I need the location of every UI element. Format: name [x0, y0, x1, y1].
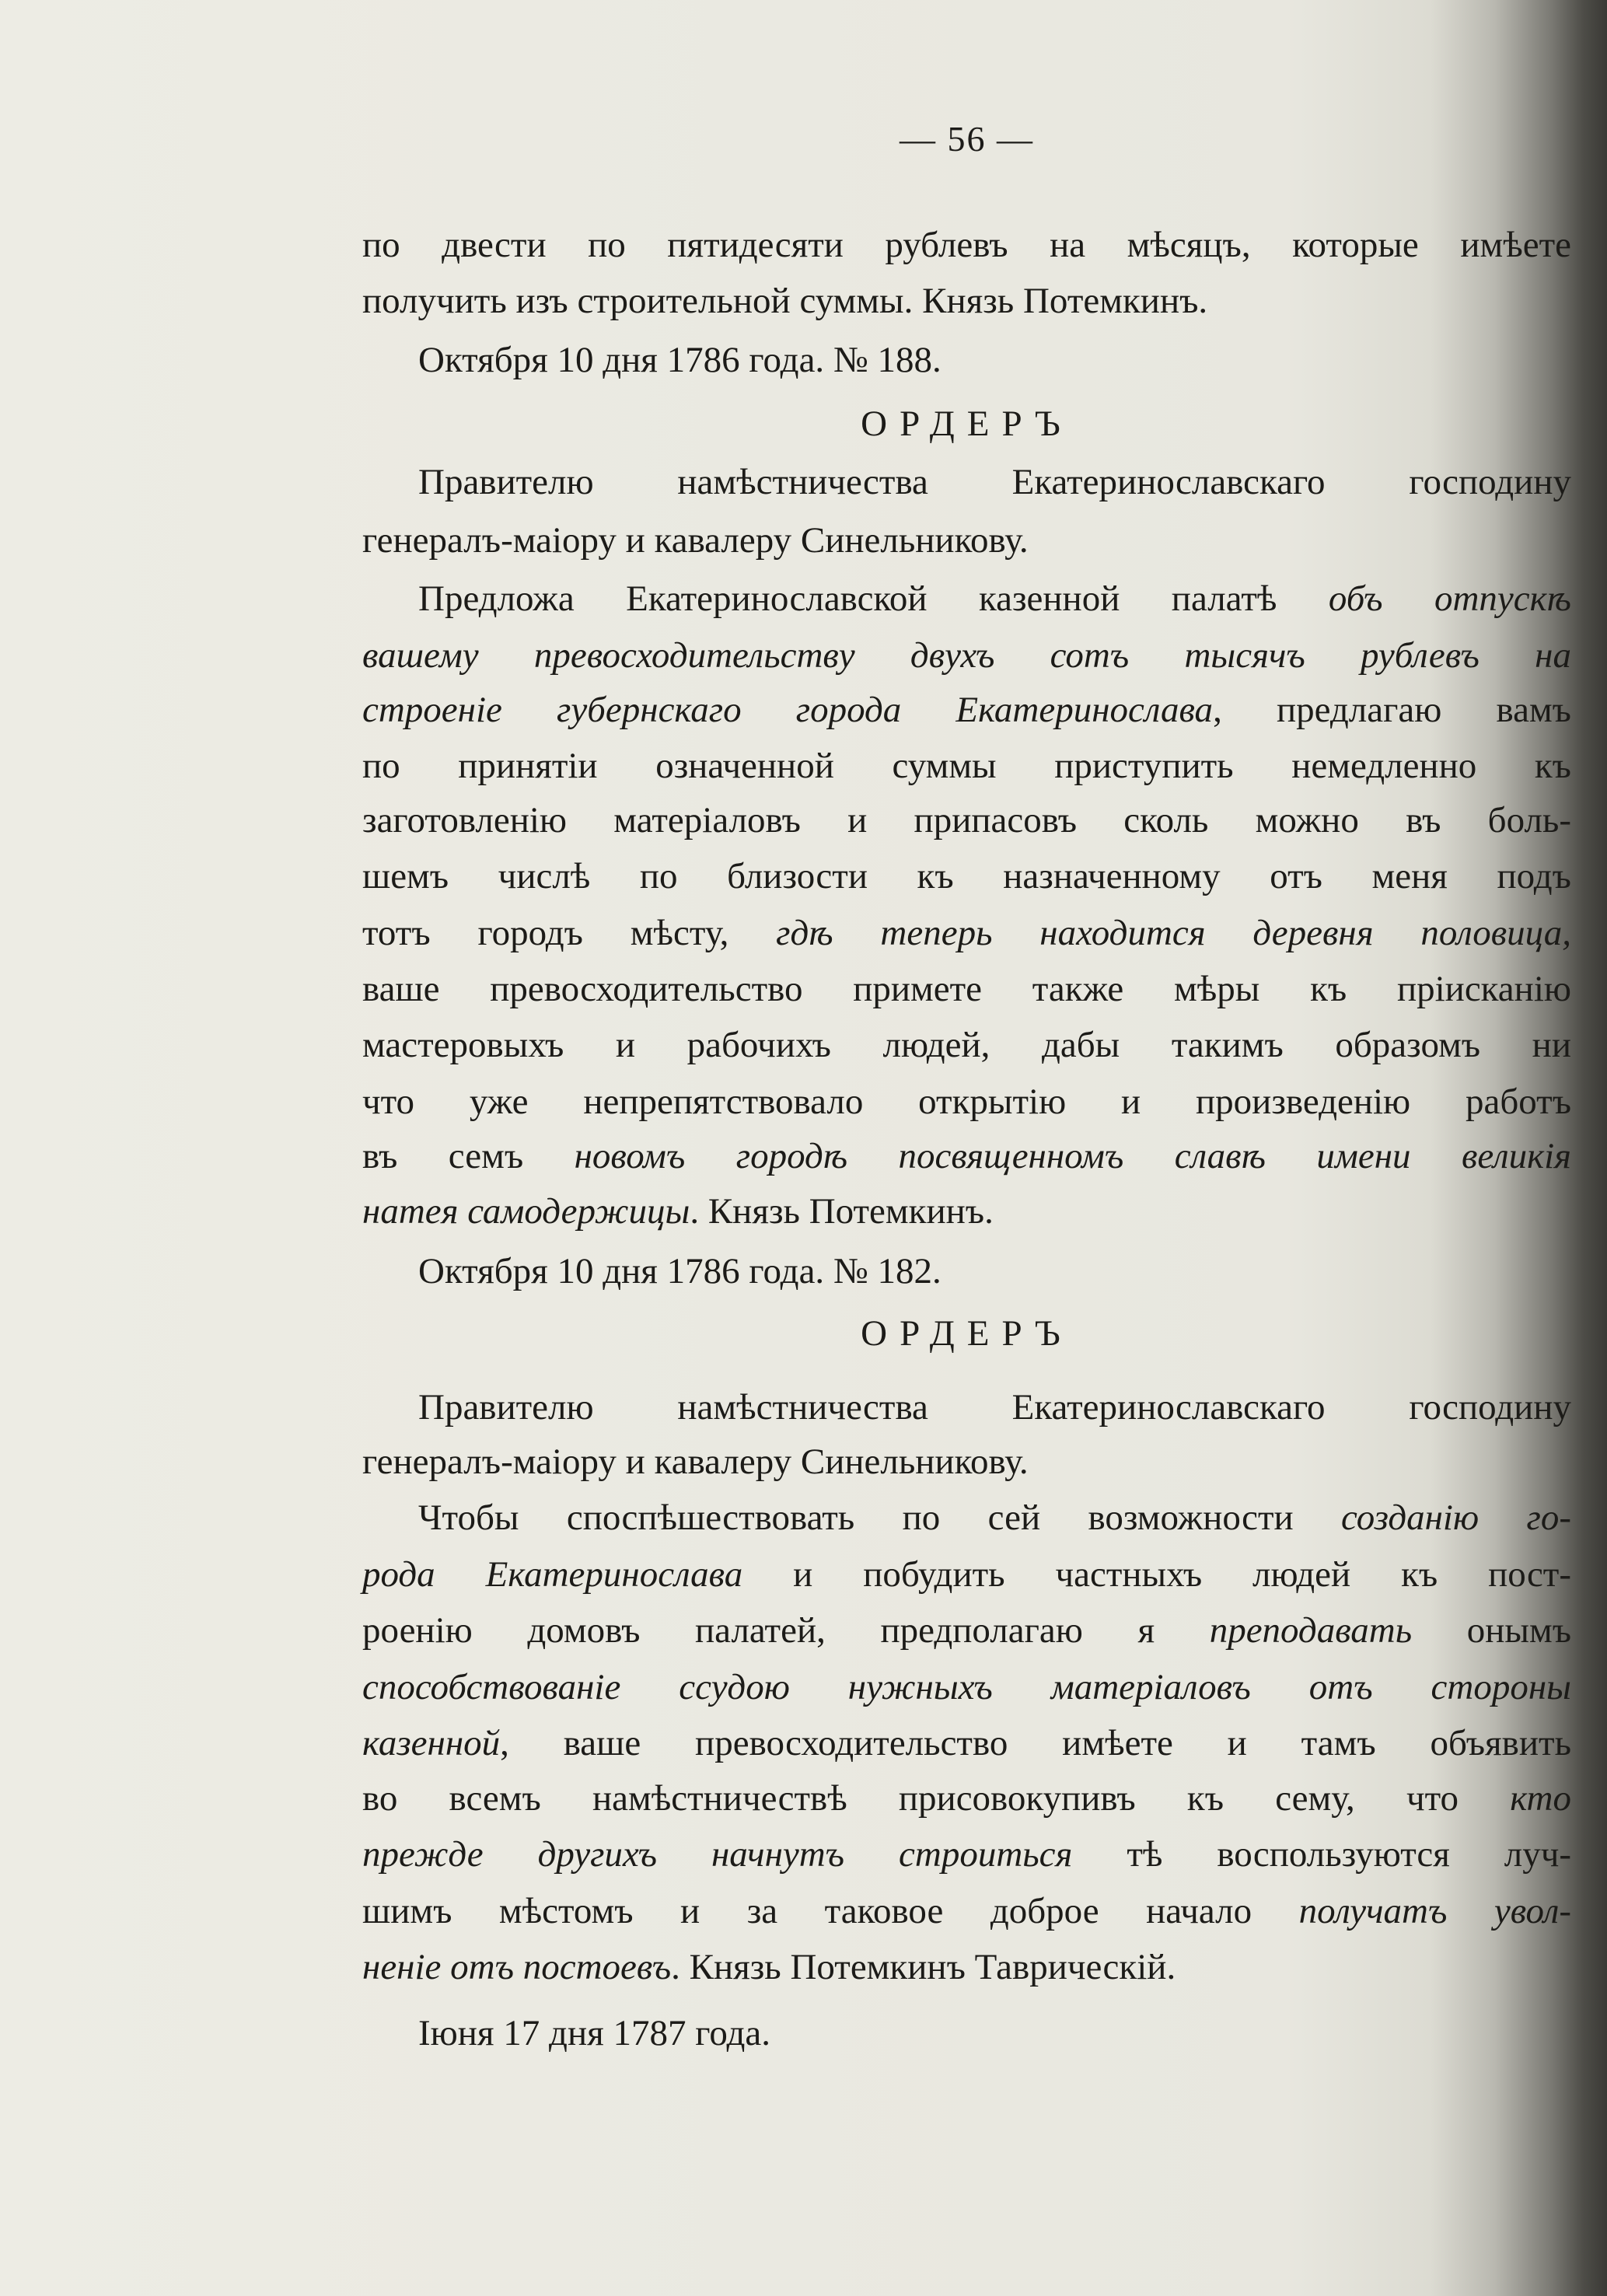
page-number: — 56 —: [900, 119, 1034, 159]
date-line: Іюня 17 дня 1787 года.: [418, 2013, 770, 2053]
text-line: ваше превосходительство примете также мѣры къ пріисканію: [362, 969, 1571, 1009]
text-line: неніе отъ постоевъ. Князь Потемкинъ Таврическій.: [362, 1947, 1176, 1987]
text-line: тотъ городъ мѣсту, гдѣ теперь находится деревня половица,: [362, 913, 1572, 953]
text-line: рода Екатеринослава и побудить частныхъ людей къ пост-: [362, 1554, 1571, 1595]
text-line: роенію домовъ палатей, предполагаю я преподавать онымъ: [362, 1610, 1571, 1651]
text-line: Предложа Екатеринославской казенной палатѣ объ отпускѣ: [418, 578, 1571, 619]
text-line: шимъ мѣстомъ и за таковое доброе начало получатъ увол-: [362, 1891, 1571, 1931]
text-line: мастеровыхъ и рабочихъ людей, дабы такимъ образомъ ни: [362, 1025, 1571, 1065]
text-line: натея самодержицы. Князь Потемкинъ.: [362, 1191, 994, 1232]
text-line: казенной, ваше превосходительство имѣете и тамъ объявить: [362, 1723, 1571, 1763]
text-line: строеніе губернскаго города Екатеринослава, предлагаю вамъ: [362, 690, 1571, 730]
text-line: что уже непрепятствовало открытію и произведенію работъ: [362, 1082, 1571, 1122]
text-line: получить изъ строительной суммы. Князь Потемкинъ.: [362, 281, 1208, 321]
text-line: въ семъ новомъ городѣ посвященномъ славѣ имени великія: [362, 1136, 1571, 1176]
text-line: шемъ числѣ по близости къ назначенному отъ меня подъ: [362, 856, 1571, 896]
date-line: Октября 10 дня 1786 года. № 188.: [418, 340, 941, 380]
text-line: прежде другихъ начнутъ строиться тѣ воспользуются луч-: [362, 1834, 1572, 1875]
heading-order: ОРДЕРЪ: [861, 404, 1073, 444]
text-line: Чтобы споспѣшествовать по сей возможности созданію го-: [418, 1497, 1571, 1538]
address-line: Правителю намѣстничества Екатеринославскаго господину: [418, 462, 1571, 502]
text-line: способствованіе ссудою нужныхъ матеріаловъ отъ стороны: [362, 1667, 1571, 1707]
text-line: заготовленію матеріаловъ и припасовъ сколь можно въ боль-: [362, 800, 1571, 840]
text-line: по принятіи означенной суммы приступить немедленно къ: [362, 746, 1571, 786]
address-line: генералъ-маіору и кавалеру Синельникову.: [362, 1442, 1029, 1482]
date-line: Октября 10 дня 1786 года. № 182.: [418, 1251, 941, 1291]
text-line: во всемъ намѣстничествѣ присовокупивъ къ сему, что кто: [362, 1778, 1571, 1819]
text-line: вашему превосходительству двухъ сотъ тысячъ рублевъ на: [362, 635, 1571, 676]
address-line: генералъ-маіору и кавалеру Синельникову.: [362, 520, 1029, 561]
text-line: по двести по пятидесяти рублевъ на мѣсяцъ, которые имѣете: [362, 225, 1571, 265]
heading-order: ОРДЕРЪ: [861, 1313, 1073, 1354]
address-line: Правителю намѣстничества Екатеринославскаго господину: [418, 1387, 1571, 1428]
